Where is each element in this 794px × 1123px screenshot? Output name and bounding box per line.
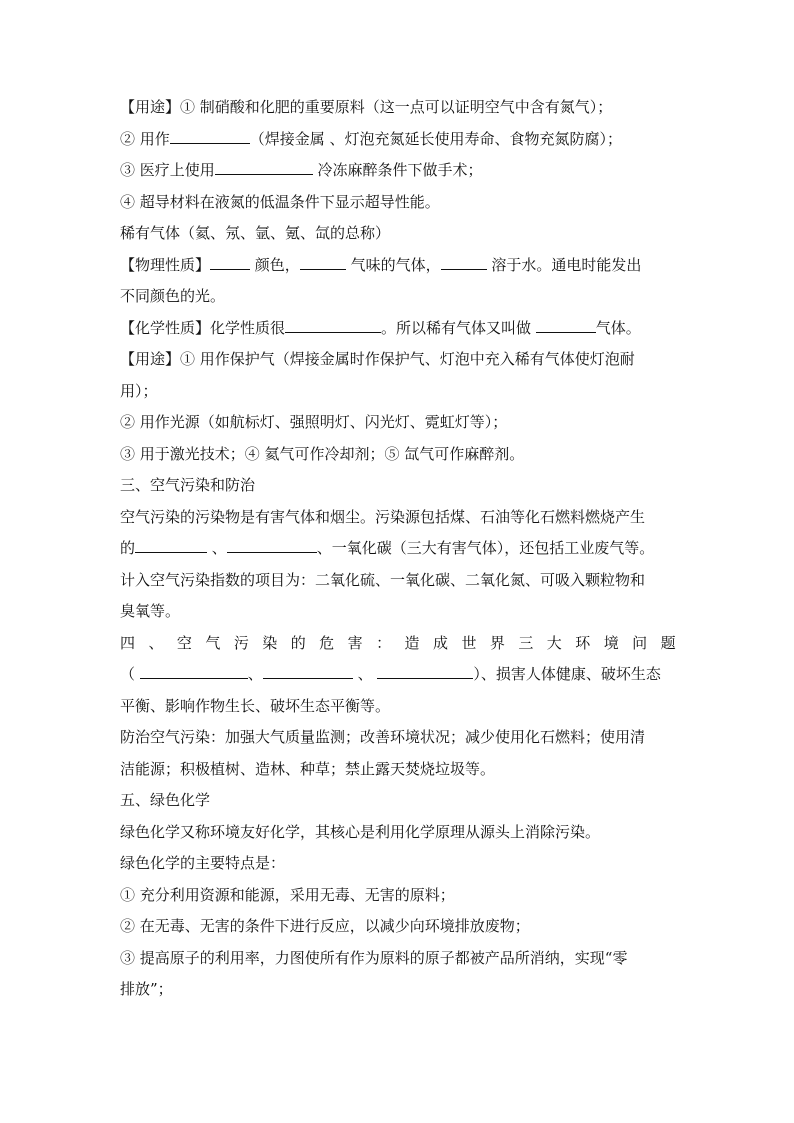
text-line-29 <box>120 974 676 1006</box>
text-run: 空气污染的污染物是有害气体和烟尘。污染源包括煤、石油等化石燃料燃烧产生 <box>120 507 646 526</box>
text-run: 危 <box>319 633 339 652</box>
text-line-26 <box>120 880 676 912</box>
text-run: ② 用作光源（如航标灯、强照明灯、闪光灯、霓虹灯等）； <box>120 413 508 431</box>
text-line-23 <box>120 785 676 817</box>
text-line-15 <box>120 533 676 565</box>
text-line-20 <box>120 691 676 723</box>
text-run: 造 <box>404 633 424 652</box>
fill-in-blank[interactable] <box>285 314 381 333</box>
text-line-13 <box>120 470 676 502</box>
text-run: 境 <box>603 633 624 652</box>
text-run: 、 <box>247 665 263 683</box>
text-run: 。所以稀有气体又叫做 <box>381 318 536 337</box>
text-run: 、 <box>207 539 227 557</box>
text-run: 气 <box>205 633 225 652</box>
text-line-4 <box>120 187 676 219</box>
text-run: 染 <box>262 633 282 652</box>
text-run: 题 <box>660 633 676 652</box>
text-run: 三、空气污染和防治 <box>120 476 256 494</box>
text-run: ）、损害人体健康、破坏生态 <box>473 665 661 683</box>
text-run: ② 在无毒、无害的条件下进行反应，以减少向环境排放废物； <box>120 917 530 935</box>
text-run: ② 用作 <box>120 129 170 148</box>
text-run: 气体。 <box>595 318 641 337</box>
text-run: 污 <box>233 633 254 652</box>
text-run: 洁能源；积极植树、造林、种草；禁止露天焚烧垃圾等。 <box>120 759 496 778</box>
text-run: 防治空气污染：加强大气质量监测；改善环境状况；减少使用化石燃料；使用清 <box>120 728 646 746</box>
text-line-2 <box>120 124 676 156</box>
text-line-7 <box>120 281 676 313</box>
text-run: 计入空气污染指数的项目为：二氧化硫、一氧化碳、二氧化氮、可吸入颗粒物和 <box>120 570 646 589</box>
text-line-11 <box>120 407 676 439</box>
text-line-18 <box>120 628 676 660</box>
text-run: 界 <box>489 633 510 652</box>
text-run: 大 <box>546 633 567 652</box>
text-line-10 <box>120 376 676 408</box>
text-run: 臭氧等。 <box>120 602 181 620</box>
text-line-3 <box>120 155 676 187</box>
text-run: 稀有气体（氦、氖、氩、氪、氙的总称） <box>120 224 391 242</box>
text-line-25 <box>120 848 676 880</box>
text-run: 气味的气体， <box>345 255 441 274</box>
text-run: 、 <box>352 665 378 683</box>
text-line-9 <box>120 344 676 376</box>
text-run: 空 <box>176 633 197 652</box>
text-run: 平衡、影响作物生长、破坏生态平衡等。 <box>120 696 391 715</box>
text-line-27 <box>120 911 676 943</box>
text-line-19 <box>120 659 676 691</box>
text-run: 的 <box>290 633 311 652</box>
text-run: 问 <box>632 633 652 652</box>
text-run: 四 <box>120 633 140 652</box>
text-run: 溶于水。通电时能发出 <box>486 255 642 274</box>
text-run: （ <box>120 665 140 683</box>
text-line-17 <box>120 596 676 628</box>
text-run: 【物理性质】 <box>120 255 211 274</box>
text-run: 、一氧化碳（三大有害气体），还包括工业废气等。 <box>316 539 655 557</box>
text-run: 绿色化学又称环境友好化学，其核心是利用化学原理从源头上消除污染。 <box>120 822 601 841</box>
text-run: 【化学性质】化学性质很 <box>120 318 286 337</box>
text-run: 【用途】① 用作保护气（焊接金属时作保护气、灯泡中充入稀有气体使灯泡耐 <box>120 350 635 368</box>
text-run: 【用途】① 制硝酸和化肥的重要原料（这一点可以证明空气中含有氮气）； <box>120 98 613 116</box>
text-run: ： <box>376 633 396 652</box>
text-run: ③ 医疗上使用 <box>120 161 215 179</box>
text-run: 用）； <box>120 381 158 400</box>
text-line-1 <box>120 92 676 124</box>
text-run: ③ 提高原子的利用率，力图使所有作为原料的原子都被产品所消纳，实现“零 <box>120 948 628 967</box>
text-run: ④ 超导材料在液氮的低温条件下显示超导性能。 <box>120 192 440 211</box>
text-run: 五、绿色化学 <box>120 791 211 809</box>
document-body <box>120 92 676 1006</box>
fill-in-blank[interactable] <box>441 251 487 270</box>
text-line-22 <box>120 754 676 786</box>
fill-in-blank[interactable] <box>215 156 313 175</box>
fill-in-blank[interactable] <box>210 251 250 270</box>
text-run: 不同颜色的光。 <box>120 287 226 305</box>
text-run: 世 <box>461 633 481 652</box>
text-run: ③ 用于激光技术；④ 氦气可作冷却剂；⑤ 氙气可作麻醉剂。 <box>120 444 525 463</box>
fill-in-blank[interactable] <box>227 534 317 553</box>
text-run: 成 <box>432 633 453 652</box>
text-run: 冷冻麻醉条件下做手术； <box>312 161 483 179</box>
text-run: ① 充分利用资源和能源，采用无毒、无害的原料； <box>120 885 455 904</box>
fill-in-blank[interactable] <box>377 660 473 679</box>
fill-in-blank[interactable] <box>263 660 353 679</box>
text-run: 、 <box>148 633 168 652</box>
fill-in-blank[interactable] <box>135 534 207 553</box>
text-run: 三 <box>518 633 538 652</box>
text-run: 排放”； <box>120 980 173 998</box>
text-run: 颜色， <box>250 255 300 274</box>
text-run: （焊接金属 、灯泡充氮延长使用寿命、食物充氮防腐）； <box>249 129 623 148</box>
text-line-5 <box>120 218 676 250</box>
fill-in-blank[interactable] <box>170 125 250 144</box>
text-line-21 <box>120 722 676 754</box>
text-line-16 <box>120 565 676 597</box>
text-line-8 <box>120 313 676 345</box>
text-line-28 <box>120 943 676 975</box>
text-run: 害 <box>347 633 367 652</box>
text-run: 的 <box>120 539 136 557</box>
text-line-14 <box>120 502 676 534</box>
text-line-24 <box>120 817 676 849</box>
fill-in-blank[interactable] <box>300 251 346 270</box>
text-run: 绿色化学的主要特点是： <box>120 854 286 872</box>
text-line-6 <box>120 250 676 282</box>
fill-in-blank[interactable] <box>140 660 248 679</box>
fill-in-blank[interactable] <box>536 314 596 333</box>
text-line-12 <box>120 439 676 471</box>
text-run: 环 <box>575 633 595 652</box>
